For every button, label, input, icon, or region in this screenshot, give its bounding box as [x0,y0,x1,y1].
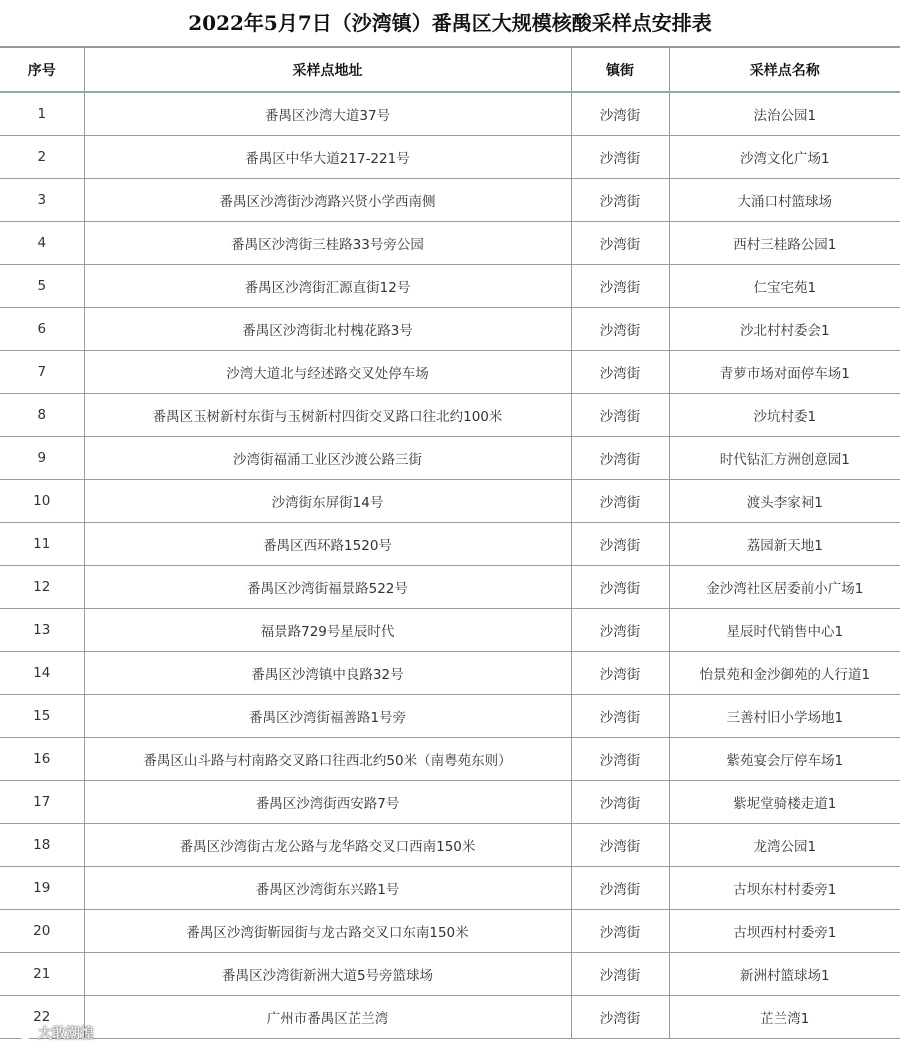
cell-address: 番禺区沙湾街福景路522号 [84,566,571,609]
table-row [0,824,900,867]
cell-site-name: 青萝市场对面停车场1 [669,351,900,394]
table-row [0,695,900,738]
cell-site-name: 怡景苑和金沙御苑的人行道1 [669,652,900,695]
cell-site-name: 时代钻汇方洲创意园1 [669,437,900,480]
cell-site-name: 仁宝宅苑1 [669,265,900,308]
cell-street: 沙湾街 [571,996,669,1039]
watermark-logo-icon [8,1023,34,1043]
cell-site-name: 金沙湾社区居委前小广场1 [669,566,900,609]
table-header-row [0,48,900,93]
cell-street: 沙湾街 [571,437,669,480]
cell-address: 番禺区西环路1520号 [84,523,571,566]
cell-index: 4 [0,222,84,265]
table-row [0,437,900,480]
cell-site-name: 沙湾文化广场1 [669,136,900,179]
cell-site-name: 荔园新天地1 [669,523,900,566]
cell-index: 2 [0,136,84,179]
cell-index: 11 [0,523,84,566]
cell-site-name: 渡头李家祠1 [669,480,900,523]
cell-index: 20 [0,910,84,953]
cell-site-name: 新洲村篮球场1 [669,953,900,996]
cell-street: 沙湾街 [571,222,669,265]
table-row [0,308,900,351]
cell-site-name: 沙坑村委1 [669,394,900,437]
cell-address: 沙湾街东屏街14号 [84,480,571,523]
table-row [0,953,900,996]
watermark [8,1023,94,1043]
cell-street: 沙湾街 [571,867,669,910]
cell-street: 沙湾街 [571,394,669,437]
cell-address: 番禺区沙湾街东兴路1号 [84,867,571,910]
cell-index: 15 [0,695,84,738]
cell-address: 番禺区沙湾街西安路7号 [84,781,571,824]
cell-street: 沙湾街 [571,738,669,781]
table-row [0,996,900,1039]
cell-site-name: 龙湾公园1 [669,824,900,867]
cell-index: 3 [0,179,84,222]
header-address: 采样点地址 [84,48,571,93]
sampling-sites-table [0,47,900,1039]
table-row [0,351,900,394]
cell-index: 10 [0,480,84,523]
watermark-text: 大敢潮惶 [38,1026,94,1042]
table-row [0,738,900,781]
table-row [0,480,900,523]
cell-site-name: 沙北村村委会1 [669,308,900,351]
cell-address: 番禺区沙湾街靳园街与龙古路交叉口东南150米 [84,910,571,953]
cell-index: 9 [0,437,84,480]
cell-index: 5 [0,265,84,308]
cell-index: 6 [0,308,84,351]
table-row [0,136,900,179]
cell-address: 番禺区山斗路与村南路交叉路口往西北约50米（南粤苑东则） [84,738,571,781]
cell-address: 番禺区沙湾街三桂路33号旁公园 [84,222,571,265]
cell-index: 17 [0,781,84,824]
table-row [0,781,900,824]
cell-street: 沙湾街 [571,824,669,867]
cell-street: 沙湾街 [571,781,669,824]
cell-index: 1 [0,92,84,136]
table-row [0,609,900,652]
cell-address: 番禺区沙湾街古龙公路与龙华路交叉口西南150米 [84,824,571,867]
cell-address: 番禺区沙湾街福善路1号旁 [84,695,571,738]
header-index: 序号 [0,48,84,93]
table-row [0,566,900,609]
cell-address: 沙湾街福涌工业区沙渡公路三街 [84,437,571,480]
cell-street: 沙湾街 [571,910,669,953]
cell-street: 沙湾街 [571,480,669,523]
cell-street: 沙湾街 [571,92,669,136]
cell-index: 14 [0,652,84,695]
cell-index: 22 [0,996,84,1039]
header-site-name: 采样点名称 [669,48,900,93]
cell-index: 21 [0,953,84,996]
cell-address: 福景路729号星辰时代 [84,609,571,652]
cell-street: 沙湾街 [571,953,669,996]
cell-index: 12 [0,566,84,609]
cell-street: 沙湾街 [571,695,669,738]
cell-site-name: 紫坭堂骑楼走道1 [669,781,900,824]
cell-site-name: 古坝西村村委旁1 [669,910,900,953]
table-row [0,523,900,566]
cell-site-name: 法治公园1 [669,92,900,136]
header-street: 镇街 [571,48,669,93]
cell-site-name: 古坝东村村委旁1 [669,867,900,910]
cell-street: 沙湾街 [571,652,669,695]
cell-address: 番禺区沙湾镇中良路32号 [84,652,571,695]
cell-address: 番禺区中华大道217-221号 [84,136,571,179]
cell-street: 沙湾街 [571,351,669,394]
cell-site-name: 西村三桂路公园1 [669,222,900,265]
table-row [0,394,900,437]
cell-site-name: 星辰时代销售中心1 [669,609,900,652]
cell-index: 13 [0,609,84,652]
cell-address: 番禺区沙湾街北村槐花路3号 [84,308,571,351]
cell-street: 沙湾街 [571,566,669,609]
table-row [0,867,900,910]
cell-street: 沙湾街 [571,523,669,566]
cell-index: 19 [0,867,84,910]
cell-street: 沙湾街 [571,308,669,351]
cell-street: 沙湾街 [571,136,669,179]
table-row [0,179,900,222]
cell-street: 沙湾街 [571,609,669,652]
cell-index: 16 [0,738,84,781]
page-title: 2022年5月7日（沙湾镇）番禺区大规模核酸采样点安排表 [0,0,900,47]
table-row [0,265,900,308]
cell-address: 番禺区玉树新村东街与玉树新村四街交叉路口往北约100米 [84,394,571,437]
cell-address: 番禺区沙湾街沙湾路兴贤小学西南侧 [84,179,571,222]
cell-address: 番禺区沙湾街汇源直街12号 [84,265,571,308]
table-row [0,222,900,265]
cell-index: 18 [0,824,84,867]
cell-site-name: 紫苑宴会厅停车场1 [669,738,900,781]
cell-address: 番禺区沙湾大道37号 [84,92,571,136]
cell-address: 番禺区沙湾街新洲大道5号旁篮球场 [84,953,571,996]
cell-address: 广州市番禺区芷兰湾 [84,996,571,1039]
cell-street: 沙湾街 [571,179,669,222]
cell-index: 7 [0,351,84,394]
table-row [0,652,900,695]
cell-site-name: 三善村旧小学场地1 [669,695,900,738]
cell-address: 沙湾大道北与经述路交叉处停车场 [84,351,571,394]
table-row [0,910,900,953]
table-row [0,92,900,136]
cell-street: 沙湾街 [571,265,669,308]
cell-index: 8 [0,394,84,437]
cell-site-name: 大涌口村篮球场 [669,179,900,222]
cell-site-name: 芷兰湾1 [669,996,900,1039]
